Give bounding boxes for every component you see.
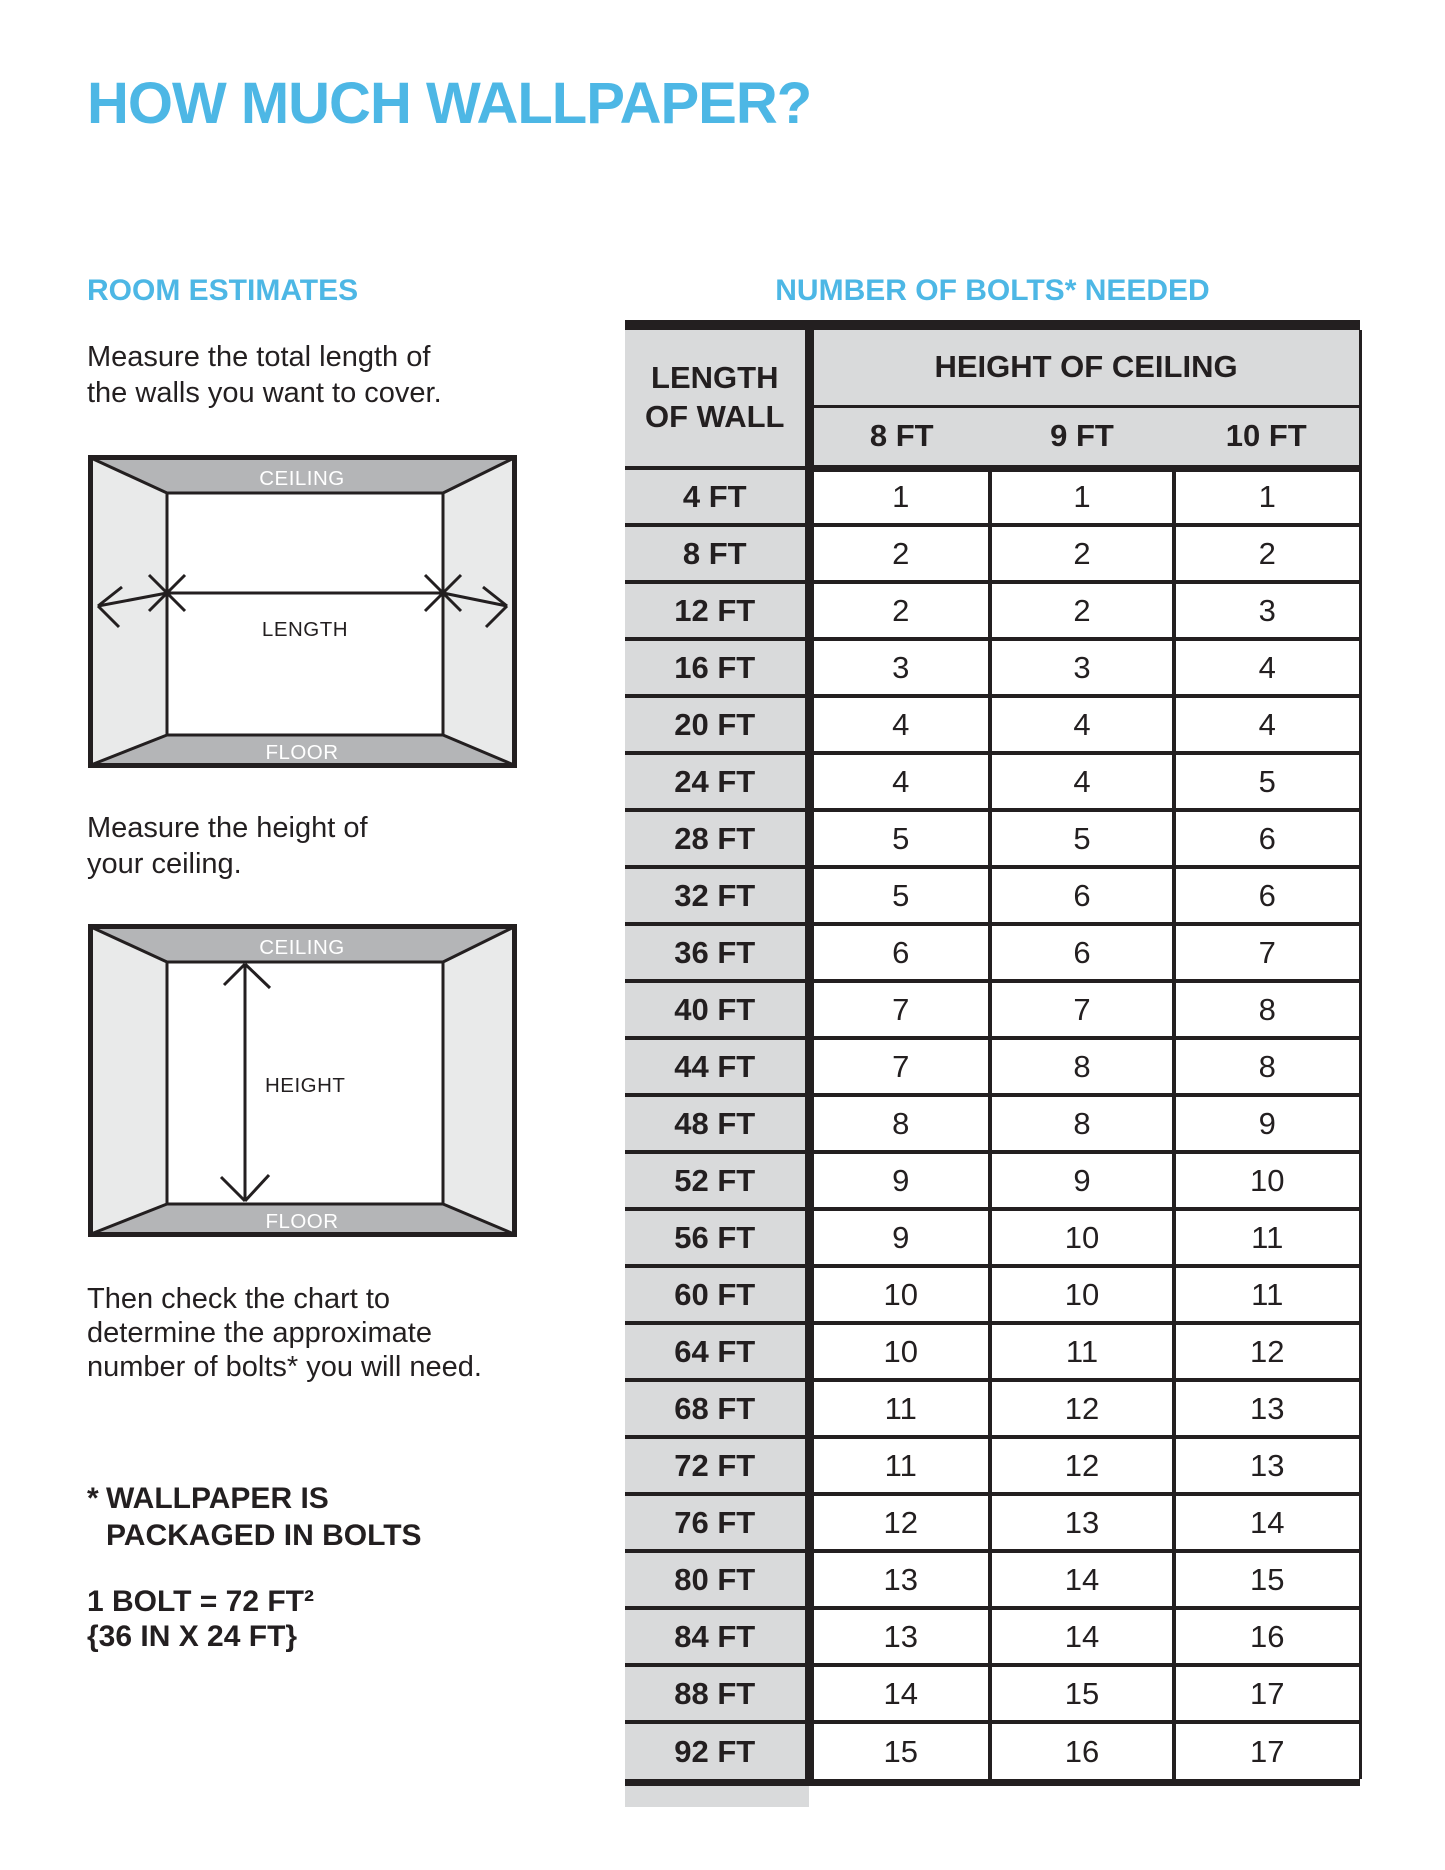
wall-length-cell: 4 FT <box>625 468 809 525</box>
table-row <box>625 1038 1360 1095</box>
table-row <box>625 924 1360 981</box>
bolts-value-cell: 4 <box>809 696 990 753</box>
right-wall-shape <box>443 924 517 1237</box>
height-label: HEIGHT <box>265 1074 346 1097</box>
bolts-value-cell: 8 <box>1174 1038 1360 1095</box>
bolts-value-cell: 4 <box>1174 639 1360 696</box>
room-height-diagram <box>88 924 517 1237</box>
bolts-value-cell: 13 <box>1174 1437 1360 1494</box>
bolts-value-cell: 10 <box>809 1266 990 1323</box>
bolts-value-cell: 5 <box>990 810 1174 867</box>
table-row <box>625 1437 1360 1494</box>
paragraph-line: determine the approximate <box>87 1317 432 1349</box>
table-row <box>625 525 1360 582</box>
table-row <box>625 1266 1360 1323</box>
wall-length-cell: 24 FT <box>625 753 809 810</box>
wall-length-cell: 56 FT <box>625 1209 809 1266</box>
floor-label: FLOOR <box>265 741 339 764</box>
table-row <box>625 1665 1360 1722</box>
right-wall-shape <box>443 455 517 768</box>
wall-length-cell: 48 FT <box>625 1095 809 1152</box>
bolts-value-cell: 14 <box>1174 1494 1360 1551</box>
bolts-value-cell: 12 <box>990 1380 1174 1437</box>
bolts-value-cell: 6 <box>809 924 990 981</box>
bolts-value-cell: 10 <box>1174 1152 1360 1209</box>
wall-length-cell: 84 FT <box>625 1608 809 1665</box>
footnote-wallpaper-bolts <box>87 1480 422 1554</box>
bolts-value-cell: 3 <box>809 639 990 696</box>
wall-length-cell: 72 FT <box>625 1437 809 1494</box>
wall-length-cell: 64 FT <box>625 1323 809 1380</box>
bolt-definition-line: 1 BOLT = 72 FT² <box>87 1585 314 1618</box>
left-wall-shape <box>88 455 167 768</box>
bolts-value-cell: 11 <box>1174 1266 1360 1323</box>
bolts-value-cell: 9 <box>990 1152 1174 1209</box>
table-row <box>625 468 1360 525</box>
section-heading-bolts-needed: NUMBER OF BOLTS* NEEDED <box>775 274 1210 307</box>
page-title: HOW MUCH WALLPAPER? <box>87 71 812 136</box>
wall-length-cell: 80 FT <box>625 1551 809 1608</box>
bolts-value-cell: 11 <box>1174 1209 1360 1266</box>
bolts-value-cell: 4 <box>990 696 1174 753</box>
wall-length-cell: 40 FT <box>625 981 809 1038</box>
bolts-table-body <box>625 468 1360 1779</box>
table-row <box>625 1494 1360 1551</box>
table-row <box>625 1380 1360 1437</box>
wall-length-cell: 76 FT <box>625 1494 809 1551</box>
bolts-value-cell: 14 <box>990 1551 1174 1608</box>
bolts-value-cell: 12 <box>809 1494 990 1551</box>
bolts-value-cell: 1 <box>1174 468 1360 525</box>
back-wall-shape <box>167 493 443 735</box>
left-wall-shape <box>88 924 167 1237</box>
section-heading-room-estimates: ROOM ESTIMATES <box>87 274 359 307</box>
table-row <box>625 1152 1360 1209</box>
table-row <box>625 1608 1360 1665</box>
wall-length-cell: 92 FT <box>625 1722 809 1779</box>
bolts-value-cell: 17 <box>1174 1722 1360 1779</box>
footnote-line: * WALLPAPER IS <box>87 1482 329 1515</box>
bolts-value-cell: 8 <box>990 1095 1174 1152</box>
wall-length-cell: 88 FT <box>625 1665 809 1722</box>
ceiling-label: CEILING <box>259 936 345 959</box>
wall-length-cell: 28 FT <box>625 810 809 867</box>
wall-length-cell: 52 FT <box>625 1152 809 1209</box>
table-gray-tab <box>625 1786 809 1807</box>
bolts-value-cell: 16 <box>990 1722 1174 1779</box>
table-bottom-bar <box>625 1779 1360 1786</box>
bolts-value-cell: 11 <box>809 1380 990 1437</box>
bolts-value-cell: 6 <box>990 867 1174 924</box>
bolts-value-cell: 5 <box>809 810 990 867</box>
wall-length-cell: 44 FT <box>625 1038 809 1095</box>
bolts-value-cell: 2 <box>990 525 1174 582</box>
wall-length-cell: 32 FT <box>625 867 809 924</box>
bolts-value-cell: 7 <box>990 981 1174 1038</box>
bolts-value-cell: 9 <box>809 1152 990 1209</box>
bolts-value-cell: 3 <box>1174 582 1360 639</box>
bolts-value-cell: 12 <box>1174 1323 1360 1380</box>
bolts-table-container <box>625 320 1360 1807</box>
bolts-value-cell: 8 <box>809 1095 990 1152</box>
bolts-value-cell: 6 <box>990 924 1174 981</box>
length-label: LENGTH <box>261 618 349 641</box>
row-header-length-of-wall: LENGTH OF WALL <box>625 330 809 468</box>
bolts-value-cell: 13 <box>809 1551 990 1608</box>
bolts-value-cell: 1 <box>990 468 1174 525</box>
bolts-value-cell: 2 <box>809 525 990 582</box>
paragraph-measure-height <box>87 810 368 882</box>
bolts-value-cell: 14 <box>809 1665 990 1722</box>
bolts-value-cell: 4 <box>990 753 1174 810</box>
table-row <box>625 1551 1360 1608</box>
table-row <box>625 867 1360 924</box>
bolts-value-cell: 4 <box>1174 696 1360 753</box>
column-group-header-height-of-ceiling: HEIGHT OF CEILING <box>809 330 1360 406</box>
column-header-9ft: 9 FT <box>990 406 1174 468</box>
bolts-value-cell: 10 <box>990 1209 1174 1266</box>
table-row <box>625 1323 1360 1380</box>
bolts-value-cell: 9 <box>809 1209 990 1266</box>
table-row <box>625 696 1360 753</box>
bolts-value-cell: 2 <box>990 582 1174 639</box>
paragraph-line: Measure the total length of <box>87 341 431 373</box>
wall-length-cell: 20 FT <box>625 696 809 753</box>
paragraph-measure-length <box>87 339 442 411</box>
bolts-value-cell: 7 <box>809 1038 990 1095</box>
footnote-line: PACKAGED IN BOLTS <box>106 1519 422 1552</box>
bolts-value-cell: 6 <box>1174 867 1360 924</box>
bolts-value-cell: 8 <box>990 1038 1174 1095</box>
table-row <box>625 1095 1360 1152</box>
paragraph-line: your ceiling. <box>87 848 242 880</box>
bolts-value-cell: 16 <box>1174 1608 1360 1665</box>
paragraph-line: Measure the height of <box>87 812 368 844</box>
bolts-value-cell: 10 <box>990 1266 1174 1323</box>
bolts-value-cell: 4 <box>809 753 990 810</box>
table-row <box>625 981 1360 1038</box>
asterisk: * <box>87 1482 99 1515</box>
bolts-value-cell: 14 <box>990 1608 1174 1665</box>
table-row <box>625 1209 1360 1266</box>
bolts-value-cell: 10 <box>809 1323 990 1380</box>
paragraph-line: the walls you want to cover. <box>87 377 442 409</box>
wall-length-cell: 36 FT <box>625 924 809 981</box>
bolts-value-cell: 7 <box>809 981 990 1038</box>
paragraph-line: number of bolts* you will need. <box>87 1351 482 1383</box>
wall-length-cell: 16 FT <box>625 639 809 696</box>
bolts-value-cell: 6 <box>1174 810 1360 867</box>
bolts-value-cell: 13 <box>990 1494 1174 1551</box>
table-row <box>625 810 1360 867</box>
wall-length-cell: 68 FT <box>625 1380 809 1437</box>
paragraph-line: Then check the chart to <box>87 1283 391 1315</box>
bolts-value-cell: 7 <box>1174 924 1360 981</box>
wall-length-cell: 12 FT <box>625 582 809 639</box>
table-row <box>625 639 1360 696</box>
floor-label: FLOOR <box>265 1210 339 1233</box>
bolt-definition-line: {36 IN X 24 FT} <box>87 1620 298 1653</box>
bolts-value-cell: 2 <box>809 582 990 639</box>
bolts-table <box>625 330 1362 1779</box>
bolts-value-cell: 12 <box>990 1437 1174 1494</box>
bolts-value-cell: 1 <box>809 468 990 525</box>
bolts-value-cell: 11 <box>990 1323 1174 1380</box>
paragraph-check-chart <box>87 1282 482 1384</box>
bolt-definition <box>87 1584 314 1654</box>
table-row <box>625 1722 1360 1779</box>
table-top-bar <box>625 320 1360 330</box>
wall-length-cell: 8 FT <box>625 525 809 582</box>
bolts-value-cell: 15 <box>809 1722 990 1779</box>
bolts-value-cell: 15 <box>1174 1551 1360 1608</box>
bolts-value-cell: 5 <box>1174 753 1360 810</box>
wall-length-cell: 60 FT <box>625 1266 809 1323</box>
table-row <box>625 753 1360 810</box>
bolts-value-cell: 11 <box>809 1437 990 1494</box>
bolts-value-cell: 17 <box>1174 1665 1360 1722</box>
bolts-value-cell: 5 <box>809 867 990 924</box>
bolts-value-cell: 9 <box>1174 1095 1360 1152</box>
bolts-value-cell: 13 <box>1174 1380 1360 1437</box>
bolts-value-cell: 15 <box>990 1665 1174 1722</box>
bolts-value-cell: 13 <box>809 1608 990 1665</box>
column-header-10ft: 10 FT <box>1174 406 1360 468</box>
bolts-value-cell: 2 <box>1174 525 1360 582</box>
bolts-value-cell: 8 <box>1174 981 1360 1038</box>
column-header-8ft: 8 FT <box>809 406 990 468</box>
ceiling-label: CEILING <box>259 467 345 490</box>
room-length-diagram <box>88 455 517 768</box>
table-row <box>625 582 1360 639</box>
bolts-value-cell: 3 <box>990 639 1174 696</box>
